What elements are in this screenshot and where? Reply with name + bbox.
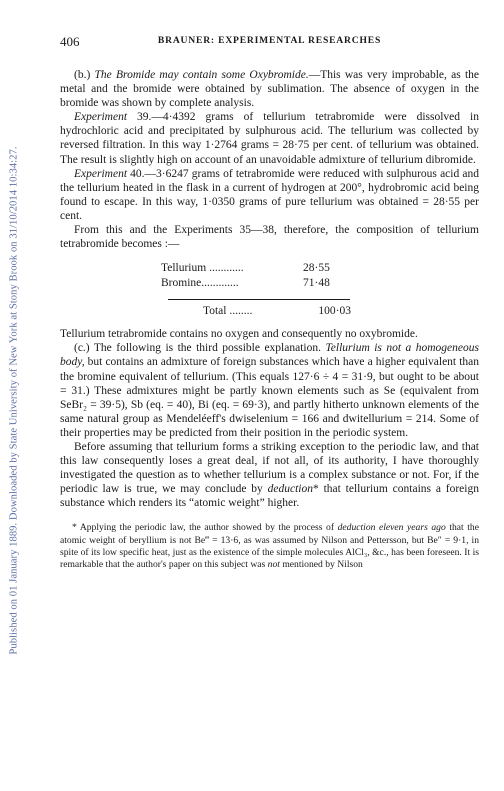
total-label: Total xyxy=(203,305,227,318)
page xyxy=(60,34,479,571)
paragraph-c-label: (c.) xyxy=(74,342,90,355)
table-row-label xyxy=(161,276,239,291)
page-number: 406 xyxy=(60,34,80,49)
experiment-40-text: 40.—3·6247 grams of tetrabromide were reduced with sulphurous acid and the tellurium heated in the flask in a current of hydrogen at 200°, hydrobromic acid being found to escape. In this way, 1·0350 grams of pure tellurium was obtained = 28·55 per cent. xyxy=(60,167,479,222)
footnote-part-2: that the atomic weight of beryllium is not Be‴ = 13·6, as was assumed by Nilson and Pettersson, but Be″ = 9·1, in spite of its low specific heat, just as the existence of the simple molecules AlCl₃, &c., has been foreseen. It is remarkable that the author's paper on this subject was xyxy=(60,522,479,571)
download-stamp-text: Published on 01 January 1889. Downloaded by State University of New York at Stony Brook on 31/10/2014 10:34:27. xyxy=(8,146,20,655)
before-text-1: Before assuming that tellurium forms a striking exception to the periodic law, and that this law consequently loses a great deal, if not all, of its authority, I have thoroughly investigated the question as to whether tellurium is a complex substance or not. For, if the periodic law is true, we may conclude by xyxy=(60,440,479,496)
running-head xyxy=(60,34,479,54)
paragraph-b-label: (b.) xyxy=(74,69,91,81)
paragraph-composition-intro: From this and the Experiments 35—38, therefore, the composition of tellurium tetrabromide becomes :— xyxy=(60,224,479,251)
table-row xyxy=(161,276,351,291)
sum-rule xyxy=(168,299,350,300)
paragraph-experiment-39 xyxy=(60,110,479,166)
composition-total xyxy=(161,304,351,319)
total-value: 100·03 xyxy=(318,305,351,318)
tellurium-label: Tellurium xyxy=(161,262,207,275)
experiment-39-label: Experiment xyxy=(74,111,128,124)
footnote-italic-1: deduction eleven years ago xyxy=(337,522,446,534)
paragraph-no-oxygen: Tellurium tetrabromide contains no oxygen and consequently no oxybromide. xyxy=(60,328,418,341)
before-italic: deduction xyxy=(267,483,313,496)
leader-dots: ........ xyxy=(226,305,253,318)
paragraph-experiment-40 xyxy=(60,167,479,223)
bromine-label: Bromine xyxy=(161,277,202,290)
paragraph-c-italic: Tellurium is not a homogeneous body, xyxy=(60,342,479,369)
paragraph-c-text-2: but contains an admixture of foreign substances which have a higher equivalent than the bromine equivalent of tellurium. (This equals 127·6 ÷ 4 = 31·9, but ought to be about = 31.) These admixtures might be partly known elements such as Se (equivalent from SeBr₂ = 39·5), Sb (eq. = 40), Bi (eq. = 69·3), and partly hitherto unknown elements of the same natural group as Mendeléeff's dwiselenium = 166 and dwitellurium = 214. Some of their properties may be predicted from their position in the periodic system. xyxy=(60,356,479,439)
table-row xyxy=(161,261,351,276)
paragraph-b-title: The Bromide may contain some Oxybromide. xyxy=(94,69,309,81)
composition-table xyxy=(161,261,351,291)
running-title: BRAUNER: EXPERIMENTAL RESEARCHES xyxy=(157,35,382,46)
table-row-label xyxy=(161,261,244,276)
paragraph-b-text: —This was very improbable, as the metal and the bromide were obtained by sublimation. The absence of oxygen in the bromide was shown by complete analysis. xyxy=(60,69,480,110)
total-label-group xyxy=(203,304,252,319)
footnote-italic-2: not xyxy=(267,559,280,571)
paragraph-c xyxy=(60,341,479,440)
footnote-part-1: * Applying the periodic law, the author showed by the process of xyxy=(72,522,338,534)
leader-dots: ............. xyxy=(201,277,239,290)
footnote-text xyxy=(60,522,479,571)
paragraph-b xyxy=(60,68,479,110)
paragraph-before-assuming xyxy=(60,440,479,510)
experiment-39-text: 39.—4·4392 grams of tellurium tetrabromide were dissolved in hydrochloric acid and precipitated by sulphurous acid. The tellurium was collected by reversed filtration. In this way 1·2764 grams = 28·75 per cent. of tellurium was obtained. The result is slightly high on account of an unavoidable admixture of tellurium dibromide. xyxy=(60,111,479,166)
footnote-part-3: mentioned by Nilson xyxy=(279,559,363,571)
side-stamp xyxy=(0,0,28,791)
leader-dots: ............ xyxy=(206,262,244,275)
total-row xyxy=(203,304,351,319)
before-text-2: * that tellurium contains a foreign substance which renders its “atomic weight” higher. xyxy=(60,483,479,510)
experiment-40-label: Experiment xyxy=(74,167,128,180)
bromine-value: 71·48 xyxy=(303,277,330,290)
footnote xyxy=(60,522,479,571)
paragraph-c-text-1: The following is the third possible explanation. xyxy=(89,342,326,355)
tellurium-value: 28·55 xyxy=(303,262,330,275)
